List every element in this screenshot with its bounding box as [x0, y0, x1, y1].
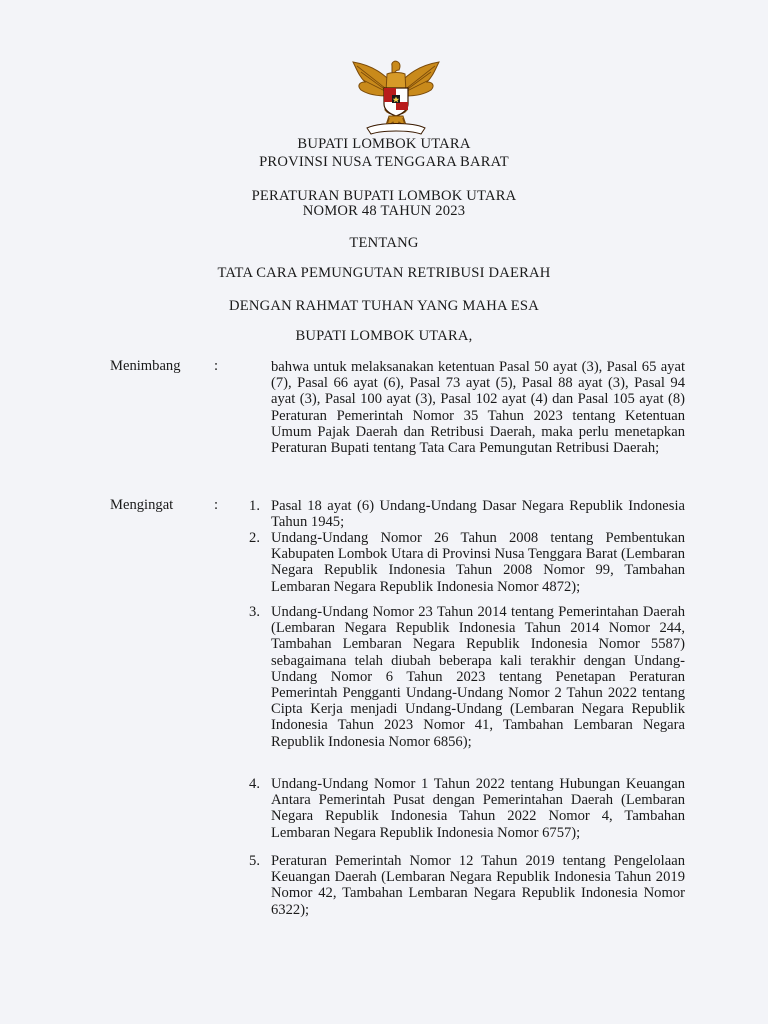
mengingat-item-5-text: Peraturan Pemerintah Nomor 12 Tahun 2019 tentang Pengelolaan Keuangan Daerah (Lembaran Negara Republik Indonesia Tahun 2019 Nomor 42, Tambahan Lembaran Negara Republik Indonesia Nomor 6322); [271, 853, 685, 918]
menimbang-text: bahwa untuk melaksanakan ketentuan Pasal 50 ayat (3), Pasal 65 ayat (7), Pasal 66 ayat (6), Pasal 73 ayat (5), Pasal 88 ayat (3), Pasal 94 ayat (3), Pasal 100 ayat (3), Pasal 102 ayat (4) dan Pasal 105 ayat (8) Peraturan Pemerintah Nomor 35 Tahun 2023 tentang Ketentuan Umum Pajak Daerah dan Retribusi Daerah, maka perlu menetapkan Peraturan Bupati tentang Tata Cara Pemungutan Retribusi Daerah; [271, 359, 685, 457]
mengingat-item-3-text: Undang-Undang Nomor 23 Tahun 2014 tentang Pemerintahan Daerah (Lembaran Negara Republik Indonesia Tahun 2014 Nomor 244, Tambahan Lembaran Negara Republik Indonesia Nomor 5587) sebagaimana telah diubah beberapa kali terakhir dengan Undang-Undang Nomor 6 Tahun 2023 tentang Penetapan Peraturan Pemerintah Pengganti Undang-Undang Nomor 2 Tahun 2022 tentang Cipta Kerja menjadi Undang-Undang (Lembaran Negara Republik Indonesia Tahun 2023 Nomor 41, Tambahan Lembaran Negara Republik Indonesia Nomor 6856); [271, 604, 685, 750]
header-line-1: BUPATI LOMBOK UTARA [297, 136, 471, 152]
bupati-line: BUPATI LOMBOK UTARA, [295, 328, 473, 344]
menimbang-label: Menimbang [110, 358, 181, 374]
mengingat-item-1-text: Pasal 18 ayat (6) Undang-Undang Dasar Negara Republik Indonesia Tahun 1945; [271, 498, 685, 531]
mengingat-item-4-text: Undang-Undang Nomor 1 Tahun 2022 tentang Hubungan Keuangan Antara Pemerintah Pusat dengan Pemerintahan Daerah (Lembaran Negara Republik Indonesia Tahun 2022 Nomor 4, Tambahan Lembaran Negara Republik Indonesia Nomor 6757); [271, 776, 685, 841]
mengingat-item-3-number: 3. [249, 604, 260, 620]
regulation-subject: TATA CARA PEMUNGUTAN RETRIBUSI DAERAH [217, 265, 551, 281]
menimbang-colon: : [214, 358, 219, 374]
mengingat-item-4-number: 4. [249, 776, 260, 792]
garuda-emblem-icon [347, 58, 445, 138]
tentang-heading: TENTANG [349, 235, 419, 251]
mengingat-item-2-number: 2. [249, 530, 260, 546]
rahmat-line: DENGAN RAHMAT TUHAN YANG MAHA ESA [229, 298, 539, 314]
mengingat-item-1-number: 1. [249, 498, 260, 514]
regulation-title: PERATURAN BUPATI LOMBOK UTARA [251, 188, 517, 204]
header-line-2: PROVINSI NUSA TENGGARA BARAT [259, 154, 509, 170]
mengingat-item-2-text: Undang-Undang Nomor 26 Tahun 2008 tentang Pembentukan Kabupaten Lombok Utara di Provinsi Nusa Tenggara Barat (Lembaran Negara Republik Indonesia Tahun 2008 Nomor 99, Tambahan Lembaran Negara Republik Indonesia Nomor 4872); [271, 530, 685, 595]
mengingat-label: Mengingat [110, 497, 174, 513]
regulation-number: NOMOR 48 TAHUN 2023 [302, 203, 466, 219]
mengingat-item-5-number: 5. [249, 853, 260, 869]
mengingat-colon: : [214, 497, 219, 513]
